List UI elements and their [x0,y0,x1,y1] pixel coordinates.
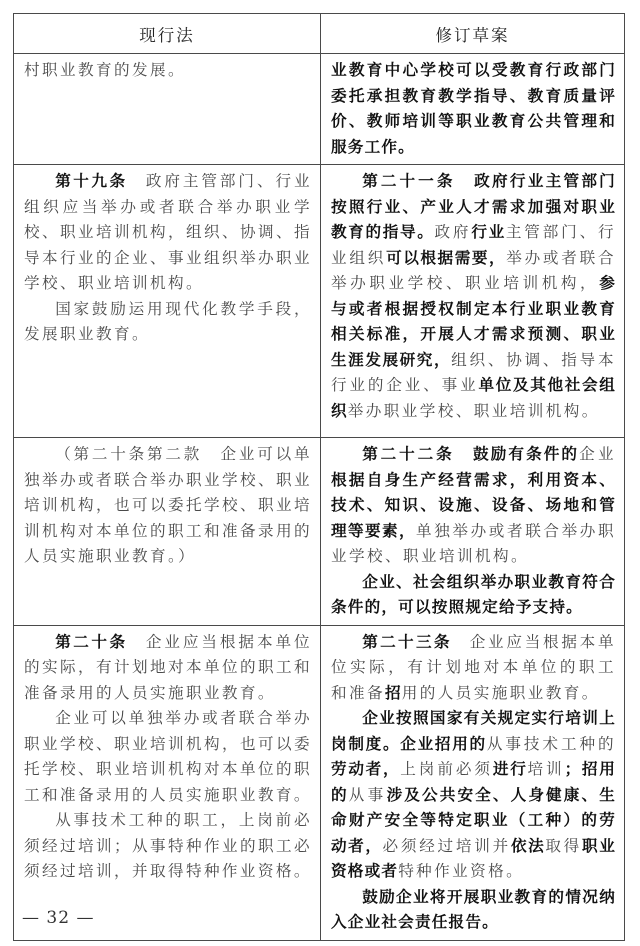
header-revised-draft: 修订草案 [321,14,625,54]
amended-text: 进行 [492,760,528,778]
article-number: 第十九条 [55,172,146,190]
paragraph [331,58,616,160]
original-text: 组织、协调、指导本行业的企业、事业 [331,350,616,394]
revised-draft-cell [321,625,625,940]
law-comparison-table [13,13,625,941]
original-text: 从事 [348,785,387,804]
original-text: 必须经过培训并 [382,836,511,855]
article-number: 第二十条 [55,632,146,651]
original-text: 国家鼓励运用现代化教学手段，发展职业教育。 [24,299,312,343]
header-current-law: 现行法 [14,14,321,54]
amended-text: 根据自身生产经营需求，利用资本、技术、知识、设施、设备、场地和管理等要素， [331,470,616,540]
table-row [14,438,625,626]
amended-text: 政府行业主管部门按照行业、产业人才需求加强对职业教育的指导。 [331,172,616,241]
amended-text: 涉及公共安全、人身健康、生命财产安全等特定职业（工种）的劳动者， [331,785,616,855]
paragraph [24,630,312,707]
revised-draft-cell [321,165,625,438]
article-number: 第二十一条 [362,172,475,190]
current-law-cell [14,625,321,940]
original-text: 举办或者联合举办职业学校、职业培训机构， [331,248,616,292]
paragraph [24,442,312,570]
original-text: 企业应当根据本单位实际，有计划地对本单位的职工和准备 [331,632,616,702]
current-law-cell [14,54,321,165]
original-text: 企业应当根据本单位的实际，有计划地对本单位的职工和准备录用的人员实施职业教育。 [24,632,312,702]
original-text: 培训 [527,760,565,778]
original-text: 特种作业资格。 [398,862,525,880]
paragraph [24,706,312,808]
original-text: 从事技术工种的职工，上岗前必须经过培训；从事特种作业的职工必须经过培训，并取得特种作业资格。 [24,811,312,880]
paragraph [331,169,616,424]
original-text: （第二十条第二款 企业可以单独举办或者联合举办职业学校、职业培训机构，也可以委托学校、职业培训机构对本单位的职工和准备录用的人员实施职业教育。） [24,445,312,565]
amended-text: 鼓励有条件的 [473,445,580,463]
paragraph [24,58,312,84]
amended-text: 参与或者根据授权制定本行业职业教育相关标准，开展人才需求预测、职业生涯发展研究， [331,274,616,369]
paragraph [331,885,616,936]
paragraph [331,706,616,885]
table-header-row [14,14,625,54]
amended-text: ；招用的 [331,760,616,804]
original-text: 取得 [545,836,583,855]
amended-text: 行业 [471,223,506,241]
paragraph [331,442,616,570]
original-text: 村职业教育的发展。 [24,61,186,79]
amended-text: 招 [384,683,402,702]
revised-draft-cell [321,438,625,626]
original-text: 从事技术工种的 [486,734,616,753]
original-text: 政府主管部门、行业组织应当举办或者联合举办职业学校、职业培训机构，组织、协调、指导本行业的企业、事业组织举办职业学校、职业培训机构。 [24,172,312,292]
paragraph [331,630,616,707]
page-number: — 32 — [22,908,95,928]
original-text: 主管部门、行业组织 [331,223,616,267]
article-number: 第二十三条 [362,632,470,651]
amended-text: 鼓励企业将开展职业教育的情况纳入企业社会责任报告。 [331,887,616,931]
paragraph [24,169,312,297]
current-law-cell [14,165,321,438]
original-text: 单独举办或者联合举办职业学校、职业培训机构。 [331,521,616,565]
amended-text: 依法 [511,836,546,855]
amended-text: 单位及其他社会组织 [331,376,617,420]
amended-text: 劳动者， [331,760,401,778]
original-text: 上岗前必须 [400,760,493,778]
amended-text: 企业、社会组织举办职业教育符合条件的，可以按照规定给予支持。 [331,572,616,616]
amended-text: 可以根据需要， [386,248,507,267]
article-number: 第二十二条 [362,445,474,463]
revised-draft-cell [321,54,625,165]
original-text: 举办职业学校、职业培训机构。 [347,401,600,420]
paragraph [24,297,312,348]
table-row [14,54,625,165]
amended-text: 企业按照国家有关规定实行培训上岗制度。企业招用的 [331,709,616,753]
original-text: 用的人员实施职业教育。 [401,683,600,702]
amended-text: 业教育中心学校可以受教育行政部门委托承担教育教学指导、教育质量评价、教师培训等职业教育公共管理和服务工作。 [331,61,616,156]
current-law-cell [14,438,321,626]
original-text: 企业 [579,445,616,463]
table-row [14,165,625,438]
original-text: 企业可以单独举办或者联合举办职业学校、职业培训机构，也可以委托学校、职业培训机构对本单位的职工和准备录用的人员实施职业教育。 [24,709,312,804]
paragraph [24,808,312,885]
original-text: 政府 [434,223,472,241]
amended-text: 职业资格或者 [331,836,616,880]
paragraph [331,570,616,621]
table-row [14,625,625,940]
